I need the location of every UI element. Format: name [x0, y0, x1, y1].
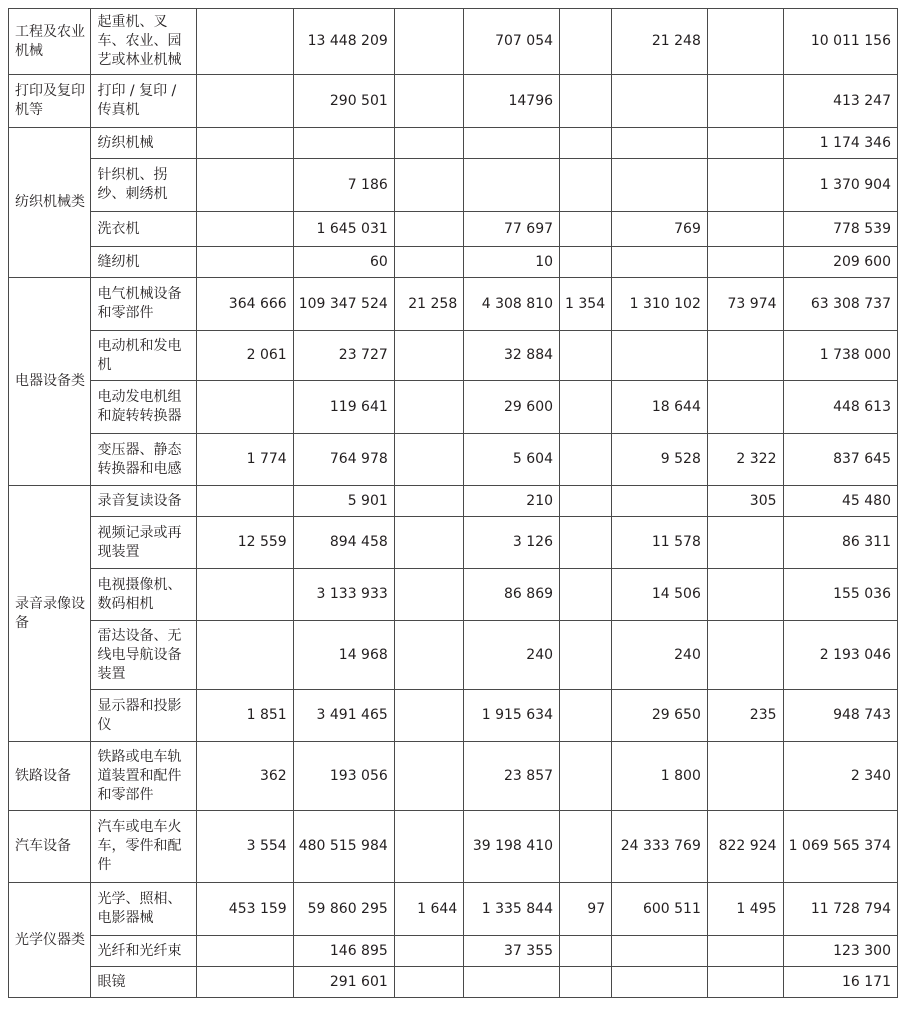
value-cell	[707, 381, 783, 434]
item-cell: 缝纫机	[91, 247, 197, 278]
value-cell: 600 511	[612, 883, 708, 936]
value-cell	[394, 128, 463, 159]
value-cell: 60	[293, 247, 394, 278]
value-cell	[560, 434, 612, 486]
value-cell: 1 800	[612, 742, 708, 811]
item-cell: 洗衣机	[91, 212, 197, 247]
value-cell	[707, 569, 783, 621]
value-cell: 18 644	[612, 381, 708, 434]
value-cell: 1 354	[560, 278, 612, 331]
value-cell	[707, 621, 783, 690]
value-cell: 1 069 565 374	[783, 811, 897, 883]
value-cell: 1 495	[707, 883, 783, 936]
category-cell: 铁路设备	[9, 742, 91, 811]
value-cell	[197, 212, 293, 247]
value-cell	[612, 936, 708, 967]
value-cell	[707, 517, 783, 569]
item-cell: 雷达设备、无线电导航设备装置	[91, 621, 197, 690]
item-cell: 汽车或电车火车，零件和配件	[91, 811, 197, 883]
value-cell: 23 727	[293, 331, 394, 381]
value-cell: 3 491 465	[293, 690, 394, 742]
value-cell: 1 310 102	[612, 278, 708, 331]
value-cell: 146 895	[293, 936, 394, 967]
value-cell	[612, 486, 708, 517]
value-cell: 5 604	[464, 434, 560, 486]
value-cell: 448 613	[783, 381, 897, 434]
value-cell: 240	[464, 621, 560, 690]
value-cell	[612, 75, 708, 128]
value-cell	[560, 811, 612, 883]
value-cell	[612, 247, 708, 278]
table-row	[9, 621, 898, 690]
value-cell	[394, 811, 463, 883]
value-cell	[197, 159, 293, 212]
item-cell: 视频记录或再现装置	[91, 517, 197, 569]
value-cell: 12 559	[197, 517, 293, 569]
value-cell	[560, 247, 612, 278]
category-cell: 光学仪器类	[9, 883, 91, 998]
item-cell: 显示器和投影仪	[91, 690, 197, 742]
value-cell	[560, 75, 612, 128]
table-row	[9, 434, 898, 486]
value-cell: 29 600	[464, 381, 560, 434]
value-cell: 39 198 410	[464, 811, 560, 883]
value-cell	[707, 967, 783, 998]
value-cell: 1 645 031	[293, 212, 394, 247]
table-row	[9, 381, 898, 434]
value-cell	[394, 9, 463, 75]
value-cell	[197, 128, 293, 159]
table-row	[9, 517, 898, 569]
value-cell: 209 600	[783, 247, 897, 278]
value-cell	[394, 936, 463, 967]
value-cell: 4 308 810	[464, 278, 560, 331]
value-cell	[394, 75, 463, 128]
value-cell	[560, 517, 612, 569]
item-cell: 纺织机械	[91, 128, 197, 159]
value-cell	[560, 212, 612, 247]
value-cell: 769	[612, 212, 708, 247]
value-cell	[560, 128, 612, 159]
value-cell: 1 774	[197, 434, 293, 486]
value-cell	[560, 690, 612, 742]
value-cell: 948 743	[783, 690, 897, 742]
value-cell: 21 258	[394, 278, 463, 331]
value-cell	[197, 621, 293, 690]
table-row	[9, 883, 898, 936]
value-cell	[707, 128, 783, 159]
value-cell: 23 857	[464, 742, 560, 811]
value-cell	[197, 936, 293, 967]
value-cell	[197, 75, 293, 128]
value-cell: 2 061	[197, 331, 293, 381]
table-row	[9, 128, 898, 159]
value-cell: 235	[707, 690, 783, 742]
value-cell	[707, 742, 783, 811]
value-cell	[707, 159, 783, 212]
value-cell	[197, 9, 293, 75]
value-cell: 32 884	[464, 331, 560, 381]
value-cell: 119 641	[293, 381, 394, 434]
table-row	[9, 75, 898, 128]
value-cell: 45 480	[783, 486, 897, 517]
item-cell: 电动机和发电机	[91, 331, 197, 381]
value-cell: 11 578	[612, 517, 708, 569]
value-cell: 155 036	[783, 569, 897, 621]
value-cell	[394, 517, 463, 569]
item-cell: 针织机、拐纱、刺绣机	[91, 159, 197, 212]
value-cell: 10 011 156	[783, 9, 897, 75]
value-cell	[612, 128, 708, 159]
value-cell: 364 666	[197, 278, 293, 331]
value-cell	[197, 569, 293, 621]
value-cell: 16 171	[783, 967, 897, 998]
value-cell	[560, 569, 612, 621]
value-cell: 837 645	[783, 434, 897, 486]
value-cell: 291 601	[293, 967, 394, 998]
value-cell: 86 311	[783, 517, 897, 569]
value-cell: 480 515 984	[293, 811, 394, 883]
item-cell: 光学、照相、电影器械	[91, 883, 197, 936]
category-cell: 工程及农业机械	[9, 9, 91, 75]
table-row	[9, 967, 898, 998]
value-cell: 210	[464, 486, 560, 517]
value-cell	[612, 331, 708, 381]
table-row	[9, 331, 898, 381]
value-cell: 73 974	[707, 278, 783, 331]
item-cell: 眼镜	[91, 967, 197, 998]
value-cell	[394, 434, 463, 486]
table-row	[9, 569, 898, 621]
category-cell: 打印及复印机等	[9, 75, 91, 128]
value-cell	[394, 212, 463, 247]
value-cell: 240	[612, 621, 708, 690]
value-cell: 59 860 295	[293, 883, 394, 936]
value-cell	[560, 936, 612, 967]
value-cell: 453 159	[197, 883, 293, 936]
value-cell: 14 506	[612, 569, 708, 621]
value-cell	[394, 381, 463, 434]
value-cell	[560, 967, 612, 998]
value-cell: 1 851	[197, 690, 293, 742]
value-cell	[707, 247, 783, 278]
value-cell: 24 333 769	[612, 811, 708, 883]
table-body	[9, 9, 898, 998]
item-cell: 打印 / 复印 / 传真机	[91, 75, 197, 128]
value-cell: 10	[464, 247, 560, 278]
value-cell: 1 644	[394, 883, 463, 936]
value-cell: 305	[707, 486, 783, 517]
value-cell: 2 322	[707, 434, 783, 486]
value-cell: 9 528	[612, 434, 708, 486]
value-cell	[464, 159, 560, 212]
value-cell: 3 126	[464, 517, 560, 569]
value-cell	[197, 247, 293, 278]
value-cell: 13 448 209	[293, 9, 394, 75]
value-cell	[612, 967, 708, 998]
value-cell: 2 340	[783, 742, 897, 811]
value-cell: 63 308 737	[783, 278, 897, 331]
item-cell: 光纤和光纤束	[91, 936, 197, 967]
value-cell: 7 186	[293, 159, 394, 212]
value-cell	[560, 486, 612, 517]
value-cell	[394, 621, 463, 690]
value-cell: 894 458	[293, 517, 394, 569]
value-cell	[394, 690, 463, 742]
value-cell: 1 738 000	[783, 331, 897, 381]
value-cell: 97	[560, 883, 612, 936]
trade-data-table	[8, 8, 898, 998]
value-cell	[197, 486, 293, 517]
value-cell	[394, 331, 463, 381]
value-cell: 29 650	[612, 690, 708, 742]
value-cell: 707 054	[464, 9, 560, 75]
value-cell: 1 174 346	[783, 128, 897, 159]
value-cell	[394, 159, 463, 212]
value-cell: 413 247	[783, 75, 897, 128]
value-cell	[560, 331, 612, 381]
category-cell: 纺织机械类	[9, 128, 91, 278]
item-cell: 起重机、叉车、农业、园艺或林业机械	[91, 9, 197, 75]
value-cell	[464, 128, 560, 159]
table-row	[9, 159, 898, 212]
value-cell	[293, 128, 394, 159]
value-cell: 822 924	[707, 811, 783, 883]
value-cell	[612, 159, 708, 212]
value-cell	[560, 9, 612, 75]
item-cell: 电视摄像机、数码相机	[91, 569, 197, 621]
value-cell	[394, 967, 463, 998]
value-cell: 37 355	[464, 936, 560, 967]
value-cell	[394, 486, 463, 517]
table-row	[9, 9, 898, 75]
value-cell	[707, 331, 783, 381]
value-cell: 290 501	[293, 75, 394, 128]
value-cell: 362	[197, 742, 293, 811]
value-cell	[707, 9, 783, 75]
item-cell: 录音复读设备	[91, 486, 197, 517]
value-cell	[394, 742, 463, 811]
value-cell: 1 915 634	[464, 690, 560, 742]
value-cell: 21 248	[612, 9, 708, 75]
table-row	[9, 212, 898, 247]
table-row	[9, 811, 898, 883]
value-cell: 5 901	[293, 486, 394, 517]
value-cell	[560, 621, 612, 690]
value-cell: 123 300	[783, 936, 897, 967]
value-cell: 14796	[464, 75, 560, 128]
item-cell: 变压器、静态转换器和电感	[91, 434, 197, 486]
value-cell: 3 133 933	[293, 569, 394, 621]
value-cell: 778 539	[783, 212, 897, 247]
value-cell: 77 697	[464, 212, 560, 247]
value-cell	[394, 569, 463, 621]
value-cell	[197, 381, 293, 434]
table-row	[9, 936, 898, 967]
value-cell: 11 728 794	[783, 883, 897, 936]
value-cell: 193 056	[293, 742, 394, 811]
category-cell: 电器设备类	[9, 278, 91, 486]
value-cell: 764 978	[293, 434, 394, 486]
table-row	[9, 690, 898, 742]
table-row	[9, 742, 898, 811]
value-cell	[197, 967, 293, 998]
value-cell	[464, 967, 560, 998]
item-cell: 电动发电机组和旋转转换器	[91, 381, 197, 434]
value-cell: 86 869	[464, 569, 560, 621]
value-cell	[707, 212, 783, 247]
table-row	[9, 247, 898, 278]
item-cell: 电气机械设备和零部件	[91, 278, 197, 331]
value-cell: 14 968	[293, 621, 394, 690]
item-cell: 铁路或电车轨道装置和配件和零部件	[91, 742, 197, 811]
value-cell	[707, 936, 783, 967]
value-cell	[560, 159, 612, 212]
category-cell: 录音录像设备	[9, 486, 91, 742]
value-cell	[707, 75, 783, 128]
value-cell: 1 370 904	[783, 159, 897, 212]
value-cell	[560, 742, 612, 811]
value-cell	[560, 381, 612, 434]
value-cell	[394, 247, 463, 278]
value-cell: 3 554	[197, 811, 293, 883]
value-cell: 109 347 524	[293, 278, 394, 331]
category-cell: 汽车设备	[9, 811, 91, 883]
table-row	[9, 486, 898, 517]
value-cell: 1 335 844	[464, 883, 560, 936]
table-row	[9, 278, 898, 331]
value-cell: 2 193 046	[783, 621, 897, 690]
